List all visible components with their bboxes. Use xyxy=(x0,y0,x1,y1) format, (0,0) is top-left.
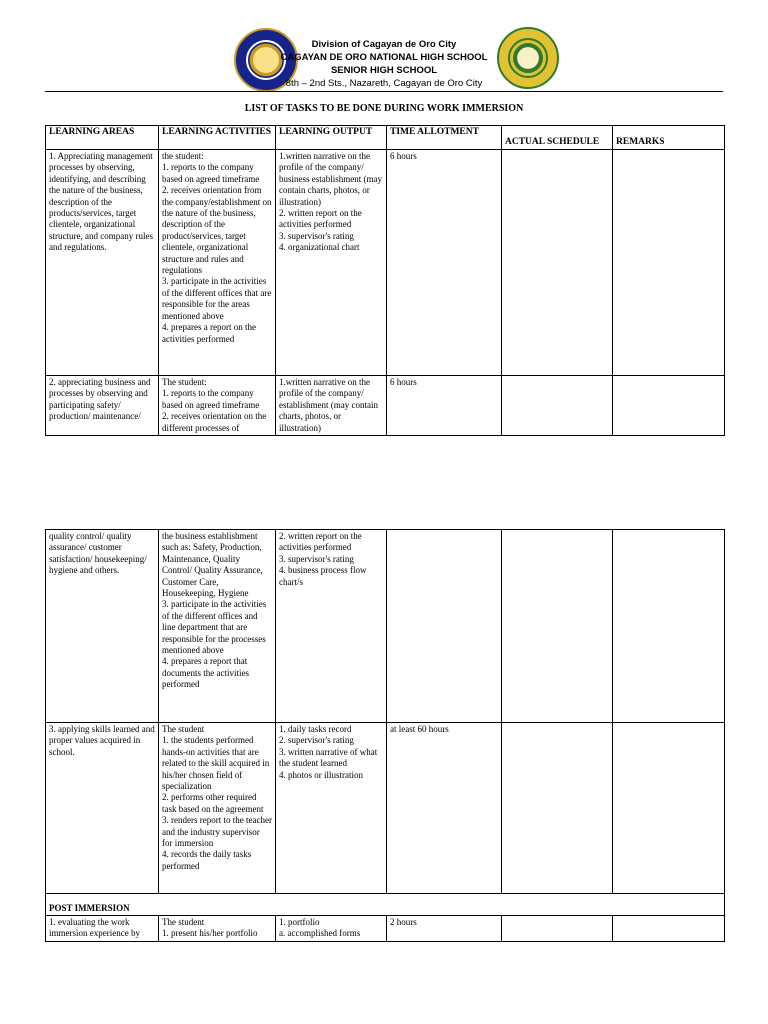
section-row xyxy=(46,894,725,916)
remarks-cell xyxy=(613,150,725,376)
learning-activities-cell: the business establishment such as: Safety, Production, Maintenance, Quality Control/ Quality Assurance, Customer Care, Housekeeping, Hygiene 3. participate in the activities of the different offices and line department that are responsible for the processes mentioned above 4. prepares a report that documents the activities performed xyxy=(159,530,276,723)
school-level: SENIOR HIGH SCHOOL xyxy=(330,65,438,76)
learning-activities-cell: The student 1. present his/her portfolio xyxy=(159,916,276,942)
table-row xyxy=(46,150,725,376)
division-name: Division of Cagayan de Oro City xyxy=(311,39,457,50)
learning-output-cell: 1.written narrative on the profile of the company/ establishment (may contain charts, photos, or illustration) xyxy=(276,376,387,436)
actual-schedule-cell xyxy=(502,150,613,376)
actual-schedule-cell xyxy=(502,530,613,723)
learning-activities-cell: The student 1. the students performed hands-on activities that are related to the skill acquired in his/her chosen field of specialization 2. performs other required task based on the agreement 3. renders report to the teacher and the industry supervisor for immersion 4. records the daily tasks performed xyxy=(159,723,276,894)
tasks-table-page-1 xyxy=(45,125,725,436)
remarks-cell xyxy=(613,376,725,436)
column-header-remarks: REMARKS xyxy=(613,126,725,150)
learning-area-cell: quality control/ quality assurance/ customer satisfaction/ housekeeping/ hygiene and others. xyxy=(46,530,159,723)
actual-schedule-cell xyxy=(502,376,613,436)
learning-area-cell: 1. Appreciating management processes by observing, identifying, and describing the nature of the business, description of the products/services, target clientele, organizational structure, and company rules and regulations. xyxy=(46,150,159,376)
column-header-actual-schedule: ACTUAL SCHEDULE xyxy=(502,126,613,150)
header-rule xyxy=(45,91,723,92)
column-header-learning-activities: LEARNING ACTIVITIES xyxy=(159,126,276,150)
table-row xyxy=(46,916,725,942)
table-row xyxy=(46,723,725,894)
time-allotment-cell: 6 hours xyxy=(387,150,502,376)
actual-schedule-cell xyxy=(502,916,613,942)
time-allotment-cell: at least 60 hours xyxy=(387,723,502,894)
page-title: LIST OF TASKS TO BE DONE DURING WORK IMMERSION xyxy=(244,103,524,114)
learning-area-cell: 1. evaluating the work immersion experience by xyxy=(46,916,159,942)
school-address: 8th – 2nd Sts., Nazareth, Cagayan de Oro City xyxy=(285,78,483,89)
learning-output-cell: 1.written narrative on the profile of the company/ business establishment (may contain charts, photos, or illustration) 2. written report on the activities performed 3. supervisor's rating 4. organizational chart xyxy=(276,150,387,376)
table-header-row xyxy=(46,126,725,150)
table-row xyxy=(46,376,725,436)
learning-area-cell: 2. appreciating business and processes by observing and participating safety/ production/ maintenance/ xyxy=(46,376,159,436)
learning-output-cell: 1. daily tasks record 2. supervisor's rating 3. written narrative of what the student learned 4. photos or illustration xyxy=(276,723,387,894)
learning-activities-cell: The student: 1. reports to the company based on agreed timeframe 2. receives orientation on the different processes of xyxy=(159,376,276,436)
time-allotment-cell xyxy=(387,530,502,723)
time-allotment-cell: 6 hours xyxy=(387,376,502,436)
actual-schedule-cell xyxy=(502,723,613,894)
table-row xyxy=(46,530,725,723)
column-header-learning-output: LEARNING OUTPUT xyxy=(276,126,387,150)
learning-output-cell: 1. portfolio a. accomplished forms xyxy=(276,916,387,942)
school-name: CAGAYAN DE ORO NATIONAL HIGH SCHOOL xyxy=(280,52,488,63)
column-header-learning-areas: LEARNING AREAS xyxy=(46,126,159,150)
learning-output-cell: 2. written report on the activities performed 3. supervisor's rating 4. business process flow chart/s xyxy=(276,530,387,723)
letterhead xyxy=(0,0,768,92)
column-header-time-allotment: TIME ALLOTMENT xyxy=(387,126,502,150)
remarks-cell xyxy=(613,916,725,942)
learning-activities-cell: the student: 1. reports to the company based on agreed timeframe 2. receives orientation from the company/establishment on the nature of the business, description of the product/services, target clientele, organizational structure and rules and regulations 3. participate in the activities of the different offices that are responsible for the areas mentioned above 4. prepares a report on the activities performed xyxy=(159,150,276,376)
remarks-cell xyxy=(613,723,725,894)
learning-area-cell: 3. applying skills learned and proper values acquired in school. xyxy=(46,723,159,894)
tasks-table-page-2 xyxy=(45,529,725,942)
remarks-cell xyxy=(613,530,725,723)
time-allotment-cell: 2 hours xyxy=(387,916,502,942)
post-immersion-heading: POST IMMERSION xyxy=(46,894,725,916)
